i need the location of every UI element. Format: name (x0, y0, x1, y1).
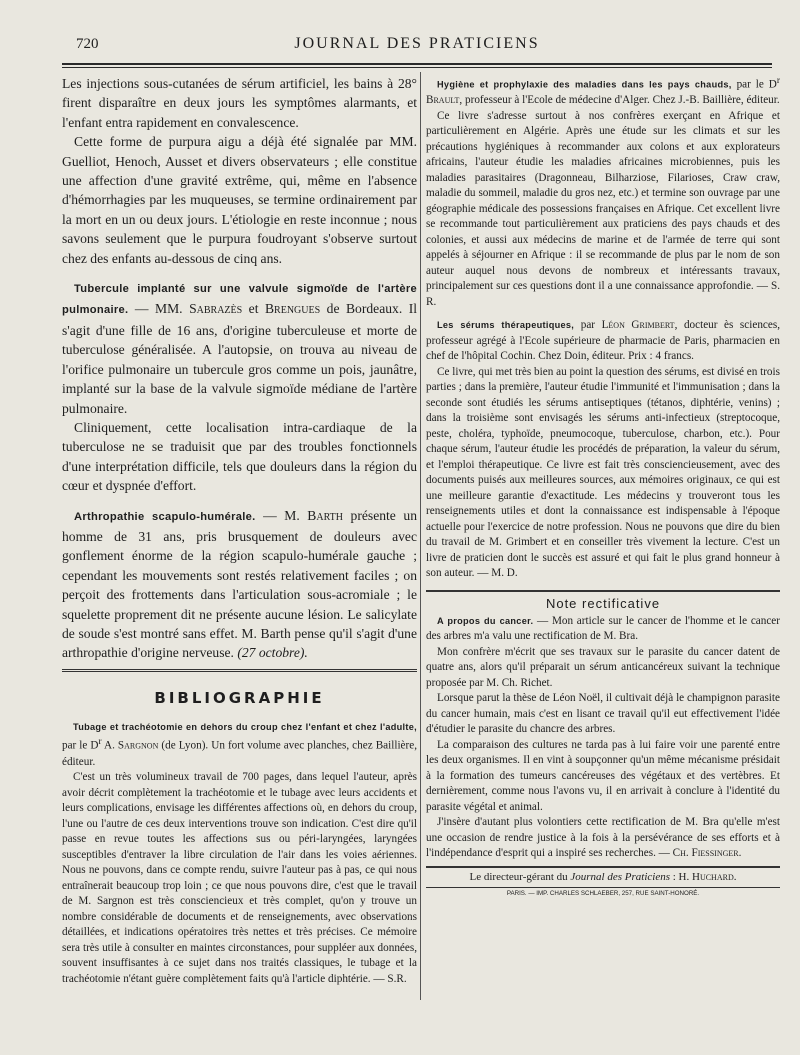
journal-title: JOURNAL DES PRATICIENS (294, 35, 540, 52)
text: J'insère d'autant plus volontiers cette rectification de M. Bra qu'elle m'est une occasion de rendre justice à la fois à la persévérance de ses efforts et à l'indépendance d'esprit qui a inspiré ses recherches. — (426, 816, 780, 860)
signature: Ch. Fiessinger. (672, 847, 742, 860)
author-name: Brengues (264, 301, 321, 317)
text: r (98, 737, 102, 748)
paragraph: Mon confrère m'écrit que ses travaux sur le parasite du cancer datent de quatre ans, alors qu'il préparait un sérum anticancéreux suivant la technique proposée par M. Ch. Richet. (426, 645, 780, 689)
author-name: Léon Grimbert (601, 319, 675, 332)
paragraph: C'est un très volumineux travail de 700 pages, dans lequel l'auteur, après avoir décrit complètement la trachéotomie et le tubage avec leurs accidents et leurs complications, envisage les différentes affections où, en dehors du croup, l'une ou l'autre de ces deux interventions trouve son indication. C'est dire qu'il passe en revue toutes les affections sus ou péri-laryngées, laryngées susceptibles d'entraver la libre circulation de l'air dans les voies aériennes. Nous ne pouvons, dans ce compte rendu, suivre l'auteur pas à pas, ce qui nous entraînerait beaucoup trop loin ; ce que nous pouvons dire, c'est que le travail de M. Sargnon est très consciencieux et très complet, qu'on y trouve un nombre considérable de documents et de renseignements, avec observations détaillées, et indications opératoires très nettes et très précises. Ce mémoire sera très utile à consulter en maintes circonstances, pour suppléer aux données, souvent insuffisantes à ce sujet dans nos traités classiques, le tubage et la trachéotomie n'étant guère complètement faits qu'à l'article diphtérie. — S.R. (62, 771, 417, 985)
text: par le D (62, 740, 99, 753)
date: (27 octobre). (233, 645, 308, 661)
text: présente un homme de 31 ans, pris brusquement de douleurs avec gonflement énorme de la région scapulo-humérale gauche ; cependant les mouvements sont restés relativement faciles ; on perçoit des frottements dans l'articulation sous-acromiale ; le squelette proprement dit ne présente aucune lésion. Le salicylate de soude s'est montré sans effet. M. Barth pense qu'il s'agit d'une arthropathie d'origine nerveuse. (62, 507, 417, 661)
review-serums (426, 318, 780, 365)
section-title: BIBLIOGRAPHIE (154, 688, 325, 707)
text: et (242, 301, 265, 317)
article-heading: Hygiène et prophylaxie des maladies dans les pays chauds, (437, 79, 732, 90)
paragraph: Lorsque parut la thèse de Léon Noël, il cultivait déjà le champignon parasite du cancer humain, mais c'est en lisant ce travail qu'il eut effectivement l'idée d'étudier le parasite du chancre des arbres. (426, 692, 780, 736)
bibliography-section (62, 669, 417, 710)
text: Le directeur-gérant du (469, 870, 571, 883)
article-heading: Tubage et trachéotomie en dehors du croup chez l'enfant et chez l'adulte, (73, 721, 417, 732)
right-column (426, 74, 780, 897)
article-heading: Arthropathie scapulo-humérale. (74, 510, 256, 523)
author-name: Barth (307, 507, 343, 523)
column-divider (420, 72, 421, 1000)
author-name: A. Sargnon (101, 740, 159, 753)
note-title: Note rectificative (545, 595, 661, 611)
paragraph: Cette forme de purpura aigu a déjà été signalée par MM. Guelliot, Henoch, Ausset et divers observateurs ; elle constitue une affection d'une gravité extrême, qui, même en l'absence d'hémorrhagies par les muqueuses, se termine ordinairement par la mort en un ou deux jours. L'étiologie en reste inconnue ; nous savons seulement que le purpura foudroyant s'observe surtout chez des enfants au-dessous de cinq ans. (62, 134, 417, 266)
text: par (574, 319, 602, 332)
text: r (776, 76, 780, 86)
author-name: Brault (426, 94, 460, 107)
article-heading: Tubercule implanté sur une valvule sigmoïde de l'artère pulmonaire. (62, 283, 417, 317)
text: par le D (731, 78, 777, 91)
article-tubercule (62, 278, 417, 418)
text: — M. (255, 507, 308, 523)
text: (de Lyon). Un fort volume avec planches, chez Baillière, éditeur. (62, 740, 418, 768)
divider (426, 590, 780, 592)
paragraph: La comparaison des cultures ne tarda pas à lui faire voir une parenté entre les deux organismes. Il en vint à soupçonner qu'un même mécanisme présidait à la formation des tumeurs cancéreuses des végétaux et des vertèbres. Et dernièrement, comme nous l'avons vu, il en arrivait à conclure à l'identité du parasite végétal et animal. (426, 738, 780, 813)
text: — Mon article sur le cancer de l'homme et le cancer des arbres m'a valu une rectification de M. Bra. (426, 614, 780, 643)
text: de Bordeaux. Il s'agit d'une fille de 16 ans, d'origine tuberculeuse et morte de tuberculose généralisée. A l'autopsie, on trouva au niveau de l'orifice pulmonaire un tubercule gros comme un pois, jaunâtre, implanté sur la base de la valvule sigmoïde médiane de l'artère pulmonaire. (62, 301, 417, 416)
article-heading: Les sérums thérapeutiques, (437, 320, 575, 331)
article-arthropathie (62, 506, 417, 663)
text: , docteur ès sciences, professeur agrégé à l'Ecole supérieure de pharmacie de Paris, pharmacien en chef de l'hôpital Cochin. Chez Doin, éditeur. Prix : 4 francs. (426, 319, 780, 363)
page-header (62, 33, 772, 65)
text: : H. Huchard. (670, 870, 737, 883)
paragraph: Ce livre, qui met très bien au point la question des sérums, est divisé en trois parties ; dans la première, l'auteur étudie l'immunité et l'immunisation ; dans la seconde sont étudiés les sérums antiseptiques (tétanos, diphtérie, venins) ; dans la troisième sont envisagés les sérums anti-infectieux (streptocoque, peste, choléra, typhoïde, pneumocoque, tuberculose, charbon, etc.). Pour chaque sérum, l'auteur étudie les procédés de préparation, la valeur du sérum, et l'emploi thérapeutique. Ce livre est fait très consciencieusement, avec des documents puisés aux meilleures sources, aux mémoires originaux, ce qui est une meilleure garantie d'exactitude. Les médecins y trouveront tous les renseignements utiles et dont la connaissance est indispensable à l'époque actuelle pour l'exercice de notre profession. Nous ne pouvons que dire du bien du travail de M. Grimbert et en conseiller très vivement la lecture. C'est un livre de praticien dont le succès est assuré et qui fait le plus grand honneur à son auteur. — M. D. (426, 365, 780, 580)
text: — MM. (128, 301, 190, 317)
review-hygiene (426, 74, 780, 109)
paragraph (426, 815, 780, 862)
printer-line: PARIS. — IMP. CHARLES SCHLAEBER, 257, RUE SAINT-HONORÉ. (426, 887, 780, 897)
editor-line (426, 866, 780, 883)
left-column (62, 74, 417, 987)
divider (62, 669, 417, 672)
paragraph: Ce livre s'adresse surtout à nos confrères exerçant en Afrique et particulièrement en Algérie. Après une étude sur les climats et sur les précautions hygiéniques à recommander aux colons et aux explorateurs africains, l'auteur étudie les maladies africaines microbiennes, puis les maladies parasitaires (Dragonneau, Bilharziose, Filarioses, Craw craw, maladie du sommeil, maladie du gros nez, etc.) et termine son ouvrage par une géographie médicale des possessions françaises en Afrique. Cet excellent livre se recommande tout particulièrement aux praticiens des pays chauds et des colonies, et aussi aux médecins de marine et de l'armée de terre qui sont appelés à séjourner en Afrique : il se recommande de plus par le nom de son auteur auquel nous devons de nombreux et intéressants travaux, principalement sur ces questions dont il a une connaissance approfondie. — S. R. (426, 109, 780, 308)
author-name: Sabrazès (189, 301, 243, 317)
review-tubage (62, 720, 417, 770)
paragraph: Cliniquement, cette localisation intra-cardiaque de la tuberculose ne se traduisit que par des troubles fonctionnels d'une interprétation difficile, tels que douleurs dans la région du cœur et dyspnée d'effort. (62, 419, 417, 494)
note-cancer (426, 614, 780, 645)
page-number: 720 (76, 36, 99, 52)
article-heading: A propos du cancer. (437, 615, 534, 626)
journal-name: Journal des Praticiens (570, 870, 670, 883)
text: , professeur à l'Ecole de médecine d'Alger. Chez J.-B. Baillière, éditeur. (459, 94, 780, 107)
paragraph: Les injections sous-cutanées de sérum artificiel, les bains à 28° firent disparaître en deux jours les symptômes alarmants, et l'enfant entra rapidement en convalescence. (62, 76, 417, 130)
